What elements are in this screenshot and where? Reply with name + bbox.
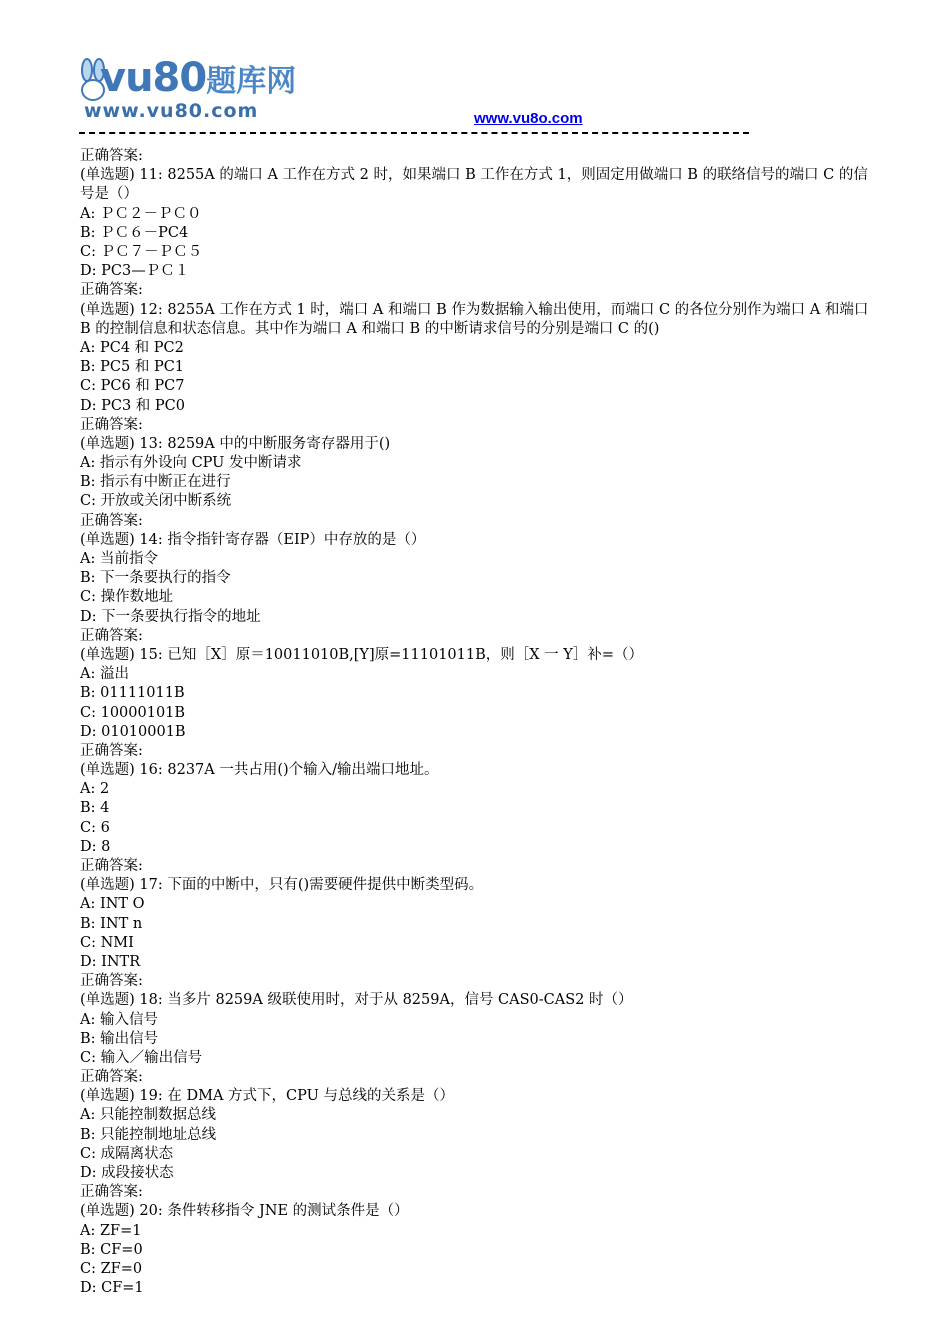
question-18: (单选题) 18: 当多片 8259A 级联使用时，对于从 8259A，信号 CAS0-CAS2 时（）	[80, 992, 633, 1009]
logo-text	[100, 56, 296, 104]
option-d: D: 8	[80, 838, 111, 855]
option-c: C: ZF=0	[80, 1260, 143, 1277]
option-c: C: 成隔离状态	[80, 1145, 174, 1162]
option-a: A: 当前指令	[80, 551, 158, 567]
option-a: A: ＰＣ２－ＰＣ０	[80, 205, 202, 222]
option-a: A: 2	[80, 781, 110, 798]
question-13: (单选题) 13: 8259A 中的中断服务寄存器用于()	[80, 435, 391, 452]
option-d: D: 成段接状态	[80, 1165, 174, 1181]
option-d: D: 01010001B	[80, 723, 186, 740]
option-c: C: 输入／输出信号	[80, 1049, 203, 1066]
logo-main: vu80	[100, 55, 207, 101]
option-c: C: ＰＣ７－ＰＣ５	[80, 243, 203, 260]
option-b: B: 下一条要执行的指令	[80, 570, 231, 587]
answer-label: 正确答案:	[80, 282, 143, 299]
option-a: A: 输入信号	[80, 1011, 158, 1028]
option-c: C: 6	[80, 819, 110, 836]
site-link[interactable]: www.vu8o.com	[474, 110, 583, 127]
question-17: (单选题) 17: 下面的中断中，只有()需要硬件提供中断类型码。	[80, 877, 484, 894]
option-a: A: INT O	[80, 896, 145, 913]
site-logo	[78, 56, 298, 126]
option-d: D: PC3 和 PC0	[80, 397, 185, 414]
option-b: B: CF=0	[80, 1241, 143, 1258]
option-b: B: INT n	[80, 915, 143, 932]
question-16: (单选题) 16: 8237A 一共占用()个输入/输出端口地址。	[80, 762, 439, 779]
answer-label: 正确答案:	[80, 512, 143, 529]
option-b: B: 只能控制地址总线	[80, 1126, 217, 1143]
answer-label: 正确答案:	[80, 742, 143, 759]
option-c: C: 10000101B	[80, 704, 186, 721]
option-c: C: NMI	[80, 934, 134, 951]
question-12: (单选题) 12: 8255A 工作在方式 1 时，端口 A 和端口 B 作为数据输入输出使用，而端口 C 的各位分别作为端口 A 和端口 B 的控制信息和状态信息。其中作为端口 A 和端口 B 的中断请求信号的分别是端口 C 的()	[80, 301, 869, 337]
question-20: (单选题) 20: 条件转移指令 JNE 的测试条件是（）	[80, 1203, 409, 1220]
option-b: B: 4	[80, 800, 110, 817]
option-b: B: 指示有中断正在进行	[80, 474, 231, 491]
header-divider	[79, 132, 749, 134]
answer-label: 正确答案:	[80, 416, 143, 433]
option-d: D: 下一条要执行指令的地址	[80, 608, 261, 625]
option-a: A: PC4 和 PC2	[80, 339, 184, 356]
option-c: C: 开放或关闭中断系统	[80, 493, 232, 510]
answer-label: 正确答案:	[80, 973, 143, 990]
option-a: A: 只能控制数据总线	[80, 1107, 216, 1124]
answer-label: 正确答案:	[80, 858, 143, 874]
answer-label: 正确答案:	[80, 148, 143, 164]
question-list	[80, 147, 880, 1298]
option-d: D: INTR	[80, 953, 141, 970]
answer-label: 正确答案:	[80, 1069, 143, 1086]
option-d: D: CF=1	[80, 1280, 144, 1297]
option-a: A: 溢出	[80, 666, 129, 683]
option-b: B: 输出信号	[80, 1030, 159, 1047]
option-d: D: PC3—ＰＣ１	[80, 263, 190, 280]
option-b: B: PC5 和 PC1	[80, 359, 185, 376]
option-c: C: PC6 和 PC7	[80, 378, 185, 395]
question-19: (单选题) 19: 在 DMA 方式下，CPU 与总线的关系是（）	[80, 1088, 454, 1105]
answer-label: 正确答案:	[80, 1184, 143, 1201]
logo-cn: 题库网	[206, 64, 297, 99]
option-a: A: ZF=1	[80, 1222, 142, 1239]
logo-url: www.vu80.com	[84, 100, 259, 122]
option-c: C: 操作数地址	[80, 589, 174, 606]
question-11: (单选题) 11: 8255A 的端口 A 工作在方式 2 时，如果端口 B 工作在方式 1，则固定用做端口 B 的联络信号的端口 C 的信号是（）	[80, 167, 868, 203]
option-b: B: 01111011B	[80, 685, 185, 702]
option-a: A: 指示有外设向 CPU 发中断请求	[80, 455, 302, 472]
question-15: (单选题) 15: 已知［X］原＝10011010B,[Y]原=11101011B，则［X 一 Y］补=（）	[80, 646, 644, 663]
question-14: (单选题) 14: 指令指针寄存器（EIP）中存放的是（）	[80, 531, 426, 548]
answer-label: 正确答案:	[80, 627, 143, 644]
option-b: B: ＰＣ６－PC4	[80, 224, 189, 241]
